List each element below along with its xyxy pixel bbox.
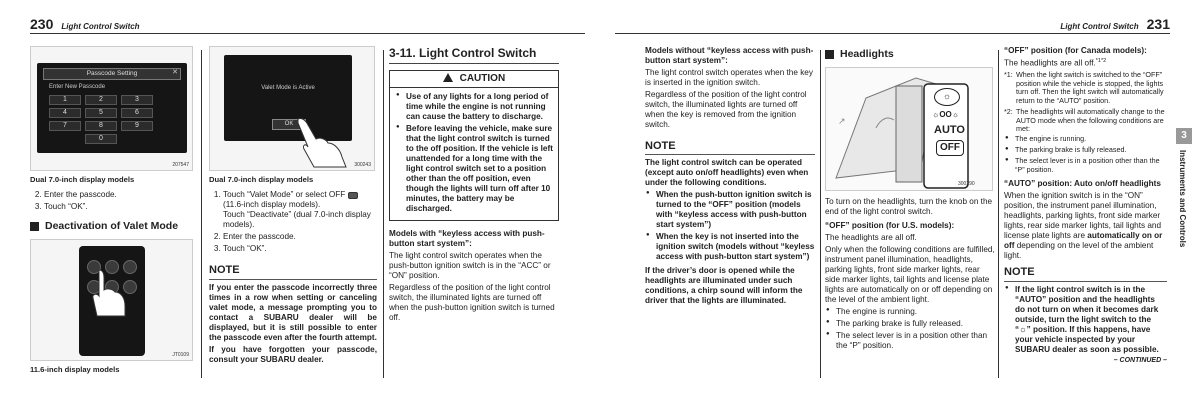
body-paragraph: To turn on the headlights, turn the knob on the end of the light control switch. xyxy=(825,196,993,216)
note-title: NOTE xyxy=(1004,266,1167,281)
step-item xyxy=(223,190,377,230)
figure-code: 300290 xyxy=(958,180,975,187)
keypad-key[interactable]: 7 xyxy=(49,121,81,131)
body-paragraph xyxy=(1004,58,1167,69)
section-title: Deactivation of Valet Mode xyxy=(45,220,179,233)
auto-label: AUTO xyxy=(934,123,965,136)
note-list xyxy=(1004,285,1167,355)
warning-triangle-icon xyxy=(443,73,453,82)
passcode-prompt: Enter New Passcode xyxy=(49,84,106,90)
condition-item: ● The engine is running. xyxy=(1004,135,1167,144)
passcode-screen xyxy=(37,63,187,153)
keypad-key[interactable]: 2 xyxy=(85,95,117,105)
note-title: NOTE xyxy=(209,264,377,279)
step-item: 3. Touch “OK”. xyxy=(44,202,195,212)
tablet-screen xyxy=(79,246,145,356)
passcode-figure xyxy=(30,46,193,171)
step-text-b: Touch “Deactivate” (dual 7.0-inch display models). xyxy=(223,210,371,230)
valet-figure-11in xyxy=(30,239,193,361)
keypad-key[interactable]: 9 xyxy=(121,121,153,131)
auto-bold: automatically xyxy=(1087,231,1140,241)
note-title: NOTE xyxy=(645,140,815,155)
figure-caption: Dual 7.0-inch display models xyxy=(209,175,314,184)
right-column-2 xyxy=(825,46,995,353)
conditions-list xyxy=(825,307,995,351)
figure-code: 300243 xyxy=(354,161,371,168)
hand-pointer-icon xyxy=(294,115,354,169)
caution-list xyxy=(390,88,558,220)
column-divider xyxy=(998,50,999,378)
section-title: Headlights xyxy=(840,48,894,60)
arrow-icon: ↗ xyxy=(838,115,846,126)
header-title: Light Control Switch xyxy=(1060,22,1139,31)
footnote-text: When the light switch is switched to the “OFF” position while the vehicle is stopped, the lights turn off. Then the light switch will automatically return to the “AUTO” position. xyxy=(1016,69,1164,106)
column-divider xyxy=(383,50,384,378)
off-label: OFF xyxy=(936,140,964,156)
off-ca-text: The headlights are all off. xyxy=(1004,58,1096,68)
note-item: ● If the light control switch is in the “AUTO” position and the headlights do not turn on when it becomes dark outside, turn the light switch to the “☼” position. If this happens, have your vehicle inspected by your SUBARU dealer as soon as possible. xyxy=(1004,285,1167,355)
right-column-1 xyxy=(645,46,815,308)
keypad-key[interactable]: 4 xyxy=(49,108,81,118)
chapter-title: 3-11. Light Control Switch xyxy=(389,46,559,64)
subheading: Models without “keyless access with push-button start system”: xyxy=(645,46,814,65)
footnote-2 xyxy=(1004,108,1167,134)
caution-header xyxy=(390,71,558,88)
chapter-tab-number: 3 xyxy=(1176,128,1192,144)
valet-mode-icon xyxy=(348,192,358,199)
light-switch-illustration xyxy=(826,68,993,191)
right-column-3 xyxy=(1004,46,1167,365)
body-paragraph: Regardless of the position of the light control switch, the illuminated lights are turned off when the push-button ignition switch is turned off. xyxy=(389,282,555,322)
footnote-text: The headlights will automatically change to the AUTO mode when the following conditions are met: xyxy=(1016,106,1165,134)
column-divider xyxy=(201,50,202,378)
chapter-tab-label: Instruments and Controls xyxy=(1177,150,1187,248)
note-intro: The light control switch can be operated (except auto on/off headlights) even when under the following conditions. xyxy=(645,158,809,188)
keypad-key[interactable]: 1 xyxy=(49,95,81,105)
step-item: 2. Enter the passcode. xyxy=(223,232,377,242)
body-paragraph: Regardless of the position of the light control switch, the illuminated lights are turned off when the key is removed from the ignition switch. xyxy=(645,90,807,129)
figure-code: 207547 xyxy=(172,161,189,168)
keypad-key[interactable]: 0 xyxy=(85,134,117,144)
condition-item: ● The parking brake is fully released. xyxy=(1004,146,1167,155)
left-column-3 xyxy=(389,46,559,325)
note-paragraph: If you have forgotten your passcode, consult your SUBARU dealer. xyxy=(209,344,377,364)
keypad-key[interactable]: 6 xyxy=(121,108,153,118)
passcode-dialog-title: Passcode Setting xyxy=(43,68,181,80)
parking-light-icon: ☼OO☼ xyxy=(932,109,960,119)
figure-caption: 11.6-inch display models xyxy=(30,365,120,375)
caution-item: ● Before leaving the vehicle, make sure that the light control switch is turned to the off position. If the vehicle is left unattended for a long time with the light control switch set to a position other than the off position, even though the lights will turn off after 10 minutes, the battery may be discharged. xyxy=(395,124,553,214)
step-text-cont: (11.6-inch display models). xyxy=(223,200,321,210)
footnote-mark: *2: xyxy=(1004,106,1013,116)
valet-active-figure xyxy=(209,46,375,171)
square-bullet-icon xyxy=(825,50,834,59)
condition-item: ● The select lever is in a position other than the “P” position. xyxy=(825,331,995,351)
note-item: ● When the push-button ignition switch is turned to the “OFF” position (models with “keyless access with push-button start system”) xyxy=(645,190,815,230)
page-number: 230 xyxy=(30,16,54,32)
header-title: Light Control Switch xyxy=(61,22,140,31)
condition-item: ● The engine is running. xyxy=(825,307,995,317)
note-paragraph: If the driver’s door is opened while the headlights are illuminated under such conditions, a chirp sound will inform the driver that the lights are illuminated. xyxy=(645,266,803,306)
valet-screen-text: Valet Mode is Active xyxy=(261,85,315,91)
page-number: 231 xyxy=(1146,16,1170,32)
step-item: 3. Touch “OK”. xyxy=(223,244,377,254)
footnote-mark: *1: xyxy=(1004,69,1013,79)
auto-text: When the ignition switch is in the “ON” position, the instrument panel illumination, headlights, parking lights, front side marker lights, rear side marker lights, tail lights and license plate lights are xyxy=(1004,191,1161,241)
note-list xyxy=(645,190,815,262)
subheading: “OFF” position (for Canada models): xyxy=(1004,46,1147,55)
condition-item: ● The parking brake is fully released. xyxy=(825,319,995,329)
footnote-1 xyxy=(1004,71,1167,106)
section-heading xyxy=(825,48,995,61)
ok-button[interactable]: OK xyxy=(272,119,306,130)
close-icon[interactable]: ✕ xyxy=(172,69,178,76)
left-column-2 xyxy=(209,46,377,367)
keypad-key[interactable]: 8 xyxy=(85,121,117,131)
left-column-1 xyxy=(30,46,195,374)
caution-box xyxy=(389,70,559,221)
right-page-header xyxy=(615,16,1170,34)
column-divider xyxy=(820,50,821,378)
steps-list xyxy=(223,190,377,254)
note-paragraph: If you enter the passcode incorrectly three times in a row when setting or canceling valet mode, a message prompting you to contact a SUBARU dealer will be displayed, but it is still possible to enter the passcode even after the fourth attempt. xyxy=(209,282,377,342)
step-text: Touch “Valet Mode” or select OFF xyxy=(223,190,346,200)
section-heading xyxy=(30,220,195,233)
right-page xyxy=(600,0,1200,402)
keypad-key[interactable]: 3 xyxy=(121,95,153,105)
auto-text: depending on the level of the ambient light. xyxy=(1004,241,1154,261)
light-switch-figure xyxy=(825,67,993,191)
caution-label: CAUTION xyxy=(459,72,506,84)
caution-item: ● Use of any lights for a long period of time while the engine is not running can cause the battery to discharge. xyxy=(395,92,553,122)
step-item: 2. Enter the passcode. xyxy=(44,190,195,200)
note-item: ● When the key is not inserted into the ignition switch (models without “keyless access with push-button start system”) xyxy=(645,232,815,262)
subheading: “OFF” position (for U.S. models): xyxy=(825,220,955,230)
keypad-key[interactable]: 5 xyxy=(85,108,117,118)
footnote-conditions xyxy=(1004,135,1167,174)
body-paragraph: The light control switch operates when the key is inserted in the ignition switch. xyxy=(645,68,813,87)
auto-bold: on or off xyxy=(1004,231,1163,251)
passcode-keypad xyxy=(49,95,159,144)
headlight-icon: ☼ xyxy=(934,88,960,106)
subheading: “AUTO” position: Auto on/off headlights xyxy=(1004,179,1161,189)
body-paragraph: The headlights are all off. xyxy=(825,232,917,242)
footnote-marker: *1*2 xyxy=(1095,58,1107,64)
hand-pointer-icon xyxy=(91,268,131,318)
body-paragraph xyxy=(1004,191,1167,261)
figure-caption: Dual 7.0-inch display models xyxy=(30,175,135,184)
left-page-header xyxy=(30,16,585,34)
steps-list xyxy=(44,190,195,212)
square-bullet-icon xyxy=(30,222,39,231)
subheading: Models with “keyless access with push-button start system”: xyxy=(389,228,545,248)
continued-label: – CONTINUED – xyxy=(1113,356,1167,364)
body-paragraph: Only when the following conditions are fulfilled, instrument panel illumination, headlights, parking lights, front side marker lights, rear side marker lights, tail lights and license plate lights are automatically on or off depending on the level of the ambient light. xyxy=(825,244,995,304)
figure-code: JT0109 xyxy=(172,351,189,358)
condition-item: ● The select lever is in a position other than the “P” position. xyxy=(1004,157,1167,175)
body-paragraph: The light control switch operates when the push-button ignition switch is in the “ACC” or “ON” position. xyxy=(389,250,551,280)
